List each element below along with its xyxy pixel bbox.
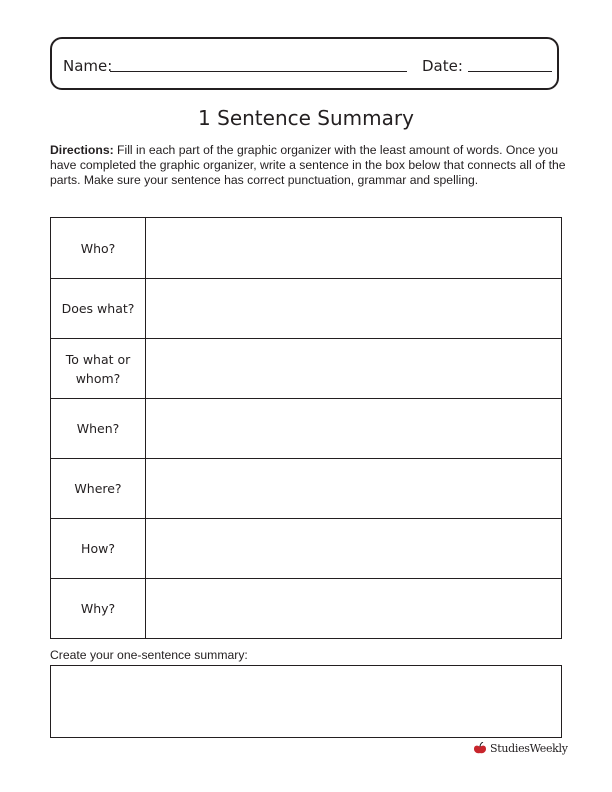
answer-cell-does-what[interactable] <box>146 279 561 338</box>
answer-cell-how[interactable] <box>146 519 561 578</box>
row-label: How? <box>51 519 146 578</box>
summary-prompt: Create your one-sentence summary: <box>50 648 248 662</box>
row-label: Does what? <box>51 279 146 338</box>
apple-icon <box>472 742 488 754</box>
row-label: Why? <box>51 579 146 638</box>
answer-cell-why[interactable] <box>146 579 561 638</box>
date-field[interactable] <box>468 71 552 72</box>
organizer-row-who <box>51 218 561 278</box>
row-label: To what or whom? <box>51 339 146 398</box>
directions-text: Fill in each part of the graphic organizer with the least amount of words. Once you have completed the graphic organizer, write a sentence in the box below that connects all of the parts. Make sure your sentence has correct punctuation, grammar and spelling. <box>50 143 566 187</box>
name-field[interactable] <box>110 71 407 72</box>
organizer-row-why <box>51 578 561 638</box>
row-label: Who? <box>51 218 146 278</box>
answer-cell-where[interactable] <box>146 459 561 518</box>
name-date-header <box>50 37 559 90</box>
organizer-row-where <box>51 458 561 518</box>
directions <box>50 143 570 188</box>
row-label: Where? <box>51 459 146 518</box>
organizer-row-when <box>51 398 561 458</box>
name-label: Name: <box>63 57 113 75</box>
brand-name: StudiesWeekly <box>490 741 568 755</box>
row-label: When? <box>51 399 146 458</box>
organizer-row-to-what <box>51 338 561 398</box>
studies-weekly-logo <box>472 740 568 756</box>
answer-cell-when[interactable] <box>146 399 561 458</box>
answer-cell-to-what[interactable] <box>146 339 561 398</box>
directions-label: Directions: <box>50 143 114 157</box>
page-title: 1 Sentence Summary <box>198 106 414 130</box>
answer-cell-who[interactable] <box>146 218 561 278</box>
organizer-row-how <box>51 518 561 578</box>
graphic-organizer <box>50 217 562 639</box>
summary-input-box[interactable] <box>50 665 562 738</box>
organizer-row-does-what <box>51 278 561 338</box>
date-label: Date: <box>422 57 463 75</box>
